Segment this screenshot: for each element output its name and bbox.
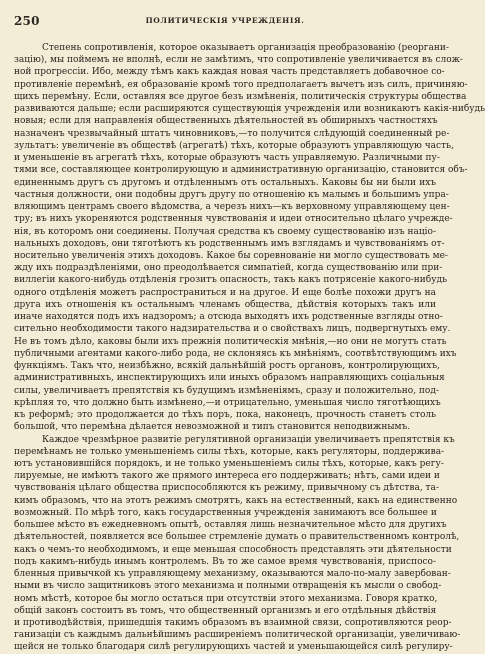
text-line: друга ихъ отношенія къ остальнымъ членамъ общества, дѣйствія которыхъ такъ или: [14, 299, 436, 310]
text-line: ной прогрессіи. Ибо, между тѣмъ какъ каждая новая часть представляетъ добавочное со-: [14, 67, 445, 78]
text-line: вляющимъ центрамъ своего вѣдомства, а черезъ нихъ—къ верховному управляющему цен-: [14, 202, 450, 213]
text-line: и противодѣйствія, пришедшія такимъ образомъ въ взаимной связи, сопротивляются реор-: [14, 618, 452, 629]
text-line: жду ихъ подраздѣленіями, оно преодолѣвается симпатіей, когда существованію или при-: [14, 263, 443, 274]
paragraph: [14, 42, 485, 434]
text-line: подъ какимъ-нибудь инымъ контролемъ. Въ то же самое время чувствованія, приспосо-: [14, 556, 436, 567]
text-line: функціямъ. Такъ что, неизбѣжно, всякій дальнѣйшій ростъ органовъ, контролирующихъ,: [14, 361, 440, 372]
text-line: лируемые, не имѣютъ такого же прямого интереса его поддерживать; нѣтъ, сами идеи и: [14, 471, 440, 482]
text-line: ганизаціи съ каждымъ дальнѣйшимъ расширеніемъ политической организаціи, увеличиваю-: [14, 630, 461, 641]
text-line: одного отдѣленія можетъ распространиться и на другое. И еще болѣе похожи другъ на: [14, 287, 436, 298]
text-line: ютъ установившійся порядокъ, и не только уменьшеніемъ силы тѣхъ, которые, какъ регу-: [14, 458, 444, 469]
text-line: виллегіи какого-нибудь отдѣленія грозитъ опасность, такъ какъ потрясеніе какого-нибудь: [14, 275, 447, 286]
text-line: перемѣнамъ не только уменьшеніемъ силы тѣхъ, которые, какъ регуляторы, поддержива-: [14, 446, 445, 457]
text-line: противленіе перемѣнѣ, ея образованіе кромѣ того предполагаетъ вычетъ изъ силъ, причиняю-: [14, 79, 468, 90]
text-line: большее мѣсто въ ежедневномъ опытѣ, оставляя лишь незначительное мѣсто для другихъ: [14, 520, 447, 531]
text-line: къ реформѣ; это продолжается до тѣхъ поръ, пока, наконецъ, прочность станетъ столь: [14, 410, 436, 421]
text-line: тями все, составляющее контролирующую и административную организацію, становится объ-: [14, 165, 468, 176]
text-line: нальныхъ доходовъ, они тяготѣютъ къ родственнымъ имъ взглядамъ и чувствованіямъ от-: [14, 238, 445, 249]
text-line: Степень сопротивленія, которое оказываетъ организація преобразованію (реоргани-: [42, 43, 449, 53]
text-line: тру; въ нихъ укореняются родственныя чувствованія и идеи относительно цѣлаго учрежде-: [14, 214, 453, 225]
text-line: развиваются дальше; если расширяются существующія учрежденія или возникаютъ какія-нибудь: [14, 104, 485, 115]
text-line: крѣпляя то, что должно быть измѣнено,—и отрицательно, уменьшая число тяготѣющихъ: [14, 397, 441, 408]
text-line: зацію), мы поймемъ не вполнѣ, если не замѣтимъ, что сопротивленіе увеличивается въ слож-: [14, 55, 463, 66]
page-header: [14, 14, 436, 28]
text-line: Не въ томъ дѣло, каковы были ихъ прежнія политическія мнѣнія,—но они не могутъ стать: [14, 336, 447, 347]
text-line: носительно увеличенія этихъ доходовъ. Какое бы соревнованіе ни могло существовать ме-: [14, 250, 448, 261]
text-line: возможный. По мѣрѣ того, какъ государственныя учрежденія занимаютъ все большее и: [14, 507, 437, 518]
text-line: щейся не только благодаря силѣ регулирующихъ частей и уменьшающейся силѣ регулиру-: [14, 642, 453, 653]
text-line: зультатъ: увеличеніе въ обществѣ (агрегатѣ) тѣхъ, которые образуютъ управляющую часть,: [14, 140, 454, 151]
text-line: назначенъ чрезвычайный штатъ чиновниковъ,—то получится слѣдующій соединенный ре-: [14, 128, 450, 139]
text-line: нія, въ которомъ они соединены. Получая средства къ своему существованію изъ націо-: [14, 226, 436, 237]
text-line: ными въ число защитниковъ этого механизма и полными отвращенія къ мысли о свобод-: [14, 581, 442, 592]
text-line: бленныя привычкой къ управляющему механизму, оказываются мало-по-малу завербован-: [14, 569, 451, 580]
text-line: кимъ образомъ, что на этотъ режимъ смотрятъ, какъ на естественный, какъ на единственно: [14, 495, 458, 506]
paragraph: [14, 434, 461, 654]
text-line: иначе находятся подъ ихъ надзоромъ; а отсюда выходятъ ихъ родственные взгляды отно-: [14, 312, 443, 323]
text-line: большой, что перемѣна дѣлается невозможной и типъ становится неподвижнымъ.: [14, 422, 411, 433]
text-line: общій законъ состоитъ въ томъ, что общественный организмъ и его отдѣльныя дѣйствія: [14, 605, 437, 616]
text-line: щихъ перемѣну. Если, оставляя все другое безъ измѣненія, политическія структуры общества: [14, 91, 467, 102]
text-line: административныхъ, инспектирующихъ или иныхъ образомъ направляющихъ соціальныя: [14, 373, 445, 384]
text-line: новыя; если для направленія общественныхъ дѣятельностей въ обширныхъ частностяхъ: [14, 116, 438, 127]
text-line: дѣятельностей, появляется все большее стремленіе думать о правительственномъ контролѣ,: [14, 532, 460, 543]
text-line: номъ мѣстѣ, которое бы могло остаться при отсутствіи этого механизма. Говоря кратко,: [14, 593, 438, 604]
text-line: единеннымъ другъ съ другомъ и отдѣленнымъ отъ остальныхъ. Каковы бы ни были ихъ: [14, 177, 436, 188]
body-text: [14, 42, 485, 654]
page-number: 250: [14, 14, 40, 28]
text-line: сительно необходимости такого надзирательства и о свойствахъ лицъ, подвергнутыхъ ему.: [14, 324, 451, 335]
text-line: Каждое чрезмѣрное развитіе регулятивной организаціи увеличиваетъ препятствія къ: [42, 434, 455, 445]
text-line: частныя должности, они подобны другъ другу по отношенію къ малымъ и большимъ упра-: [14, 189, 449, 200]
text-line: публичными агентами какого-либо рода, не склоняясь къ мнѣніямъ, соотвѣтствующимъ ихъ: [14, 348, 457, 359]
text-line: какъ о чемъ-то необходимомъ, и еще меньшая способность представлять эти дѣятельности: [14, 544, 452, 555]
running-head: ПОЛИТИЧЕСКІЯ УЧРЕЖДЕНІЯ.: [145, 16, 305, 25]
text-line: силы, увеличиваетъ препятствія къ будущимъ измѣненіямъ, сразу и положительно, под-: [14, 385, 439, 396]
text-line: чувствованія цѣлаго общества приспособляются къ режиму, привычному съ дѣтства, та-: [14, 483, 439, 494]
text-line: и уменьшеніе въ агрегатѣ тѣхъ, которые образуютъ часть управляемую. Различными пу-: [14, 153, 440, 164]
